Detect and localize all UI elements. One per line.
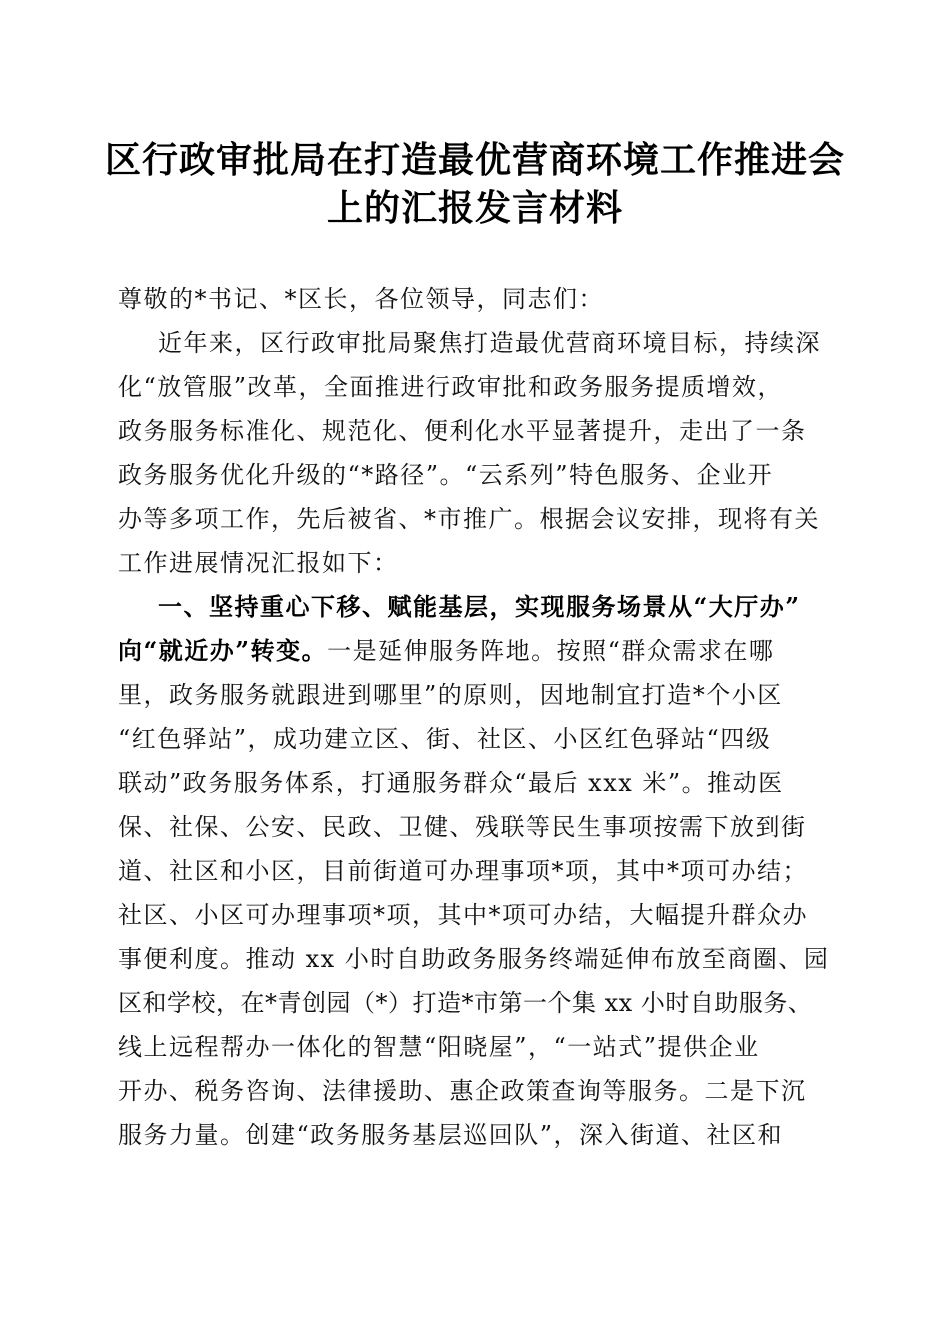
section-heading-1: 一、坚持重心下移、赋能基层，实现服务场景从“大厅办” xyxy=(158,592,801,621)
body-line-17: 线上远程帮办一体化的智慧“阳晓屋”，“一站式”提供企业 xyxy=(118,1033,760,1061)
body-line-2: 化“放管服”改革，全面推进行政审批和政务服务提质增效， xyxy=(118,373,784,401)
body-line-16: 区和学校，在*青创园（*）打造*市第一个集 xx 小时自助服务、 xyxy=(118,989,813,1017)
document-title-line-2: 上的汇报发言材料 xyxy=(326,187,623,229)
salutation: 尊敬的*书记、*区长，各位领导，同志们： xyxy=(118,285,604,313)
body-line-19: 服务力量。创建“政务服务基层巡回队”，深入街道、社区和 xyxy=(118,1121,784,1149)
body-line-8-text: 一是延伸服务阵地。按照“群众需求在哪 xyxy=(327,637,775,665)
body-line-14: 社区、小区可办理事项*项，其中*项可办结，大幅提升群众办 xyxy=(118,901,808,929)
body-line-10: “红色驿站”，成功建立区、街、社区、小区红色驿站“四级 xyxy=(118,725,772,753)
body-line-13: 道、社区和小区，目前街道可办理事项*项，其中*项可办结； xyxy=(118,857,808,885)
body-line-8 xyxy=(118,635,838,667)
document-title-line-1: 区行政审批局在打造最优营商环境工作推进会 xyxy=(104,139,845,181)
body-line-11: 联动”政务服务体系，打通服务群众“最后 xxx 米”。推动医 xyxy=(118,769,784,797)
body-line-15: 事便利度。推动 xx 小时自助政务服务终端延伸布放至商圈、园 xyxy=(118,945,830,973)
body-line-3: 政务服务标准化、规范化、便利化水平显著提升，走出了一条 xyxy=(118,417,807,445)
body-line-1: 近年来，区行政审批局聚焦打造最优营商环境目标，持续深 xyxy=(158,329,821,357)
body-line-5: 办等多项工作，先后被省、*市推广。根据会议安排，现将有关 xyxy=(118,505,820,533)
section-heading-1-continued: 向“就近办”转变。 xyxy=(118,636,328,665)
body-line-4: 政务服务优化升级的“*路径”。“云系列”特色服务、企业开 xyxy=(118,461,774,489)
body-line-6: 工作进展情况汇报如下： xyxy=(118,549,399,577)
body-line-12: 保、社保、公安、民政、卫健、残联等民生事项按需下放到街 xyxy=(118,813,807,841)
body-line-18: 开办、税务咨询、法律援助、惠企政策查询等服务。二是下沉 xyxy=(118,1077,807,1105)
body-line-9: 里，政务服务就跟进到哪里”的原则，因地制宜打造*个小区 xyxy=(118,681,783,709)
